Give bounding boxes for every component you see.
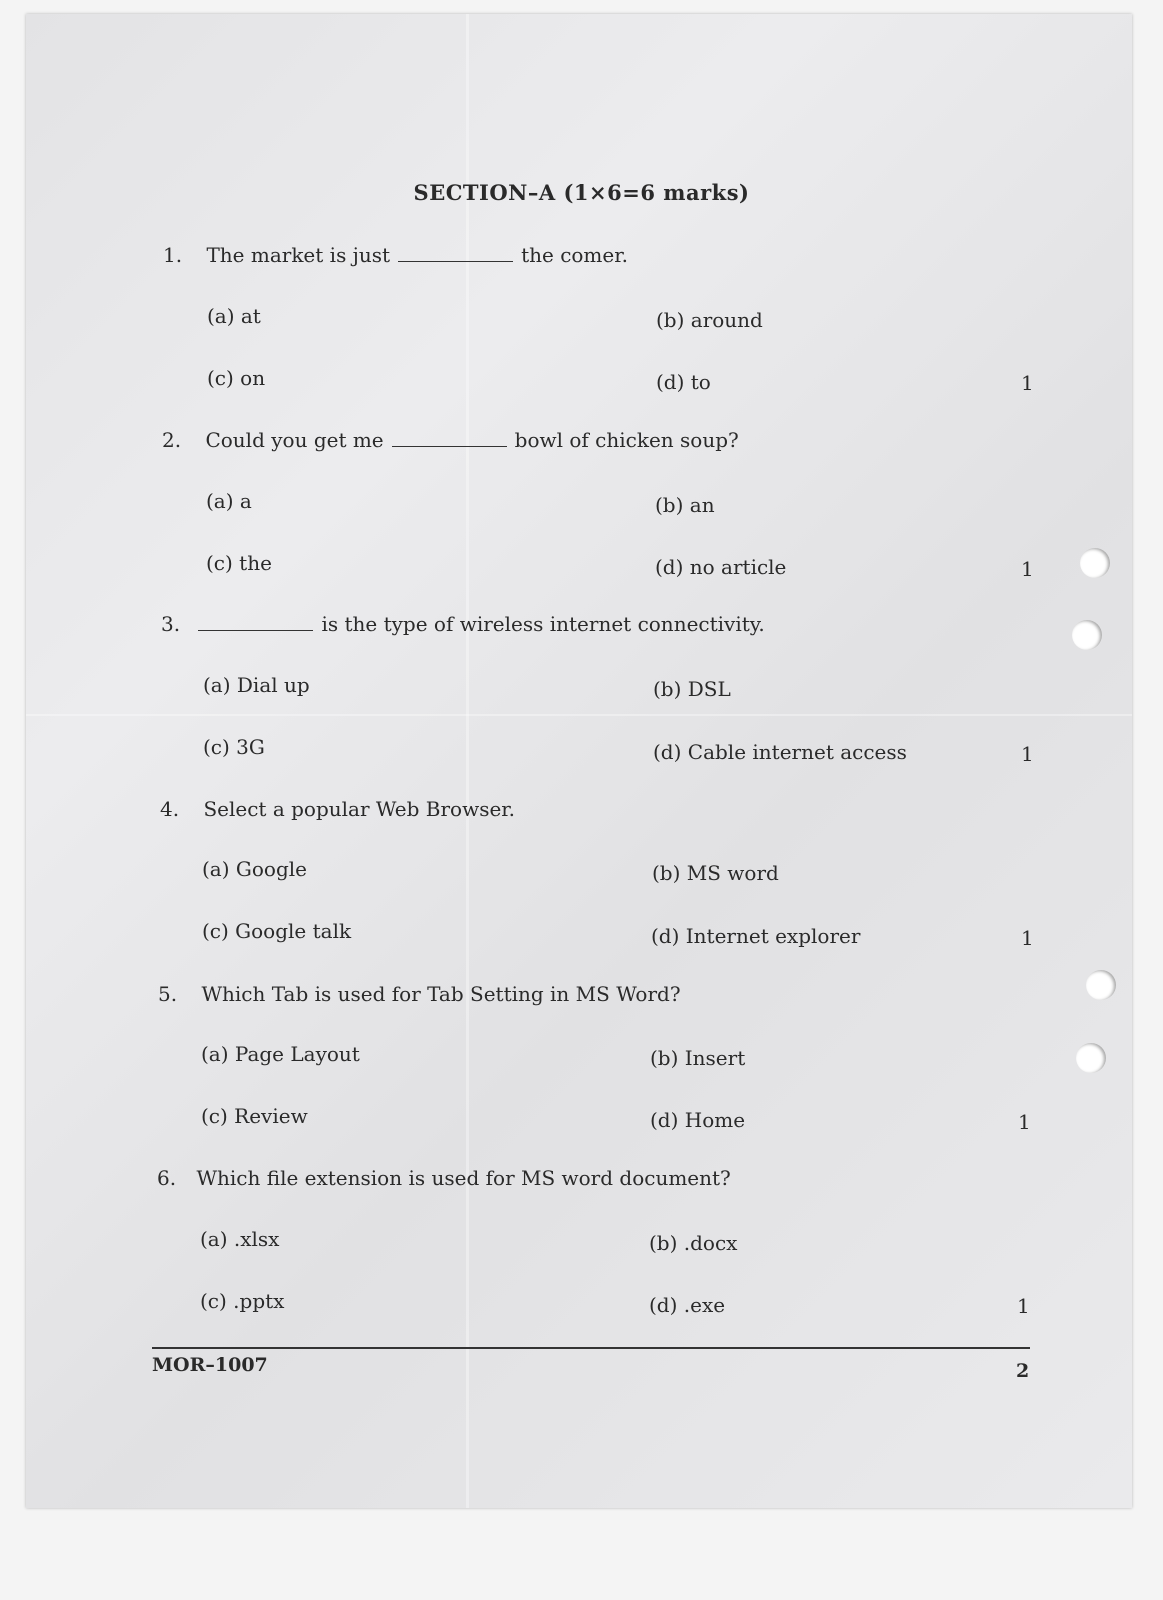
answer-blank [398,260,513,262]
question-number: 3. [161,612,181,636]
option-c: (c) 3G [203,735,265,759]
option-a: (a) Google [202,857,307,881]
option-b: (b) an [655,493,715,517]
option-a: (a) at [207,304,261,328]
option-b: (b) DSL [653,677,731,701]
punch-hole [1072,620,1102,650]
section-title: SECTION–A (1×6=6 marks) [413,180,750,205]
option-c: (c) Review [201,1104,308,1128]
question-text: Select a popular Web Browser. [203,797,516,821]
question-text-after: bowl of chicken soup? [514,428,739,452]
footer-code: MOR–1007 [152,1354,268,1376]
option-c: (c) on [207,366,266,390]
option-d: (d) Cable internet access [653,740,907,764]
marks: 1 [1017,1294,1030,1318]
question-text: Which Tab is used for Tab Setting in MS Word? [201,982,681,1006]
option-d: (d) Home [650,1108,746,1132]
option-b: (b) .docx [649,1231,738,1255]
option-a: (a) Dial up [203,673,310,697]
option-d: (d) to [656,370,711,394]
option-c: (c) Google talk [202,919,352,943]
marks: 1 [1021,926,1034,950]
punch-hole [1080,548,1110,578]
punch-hole [1076,1043,1106,1073]
option-c: (c) the [206,551,272,575]
question-number: 1. [163,243,183,267]
option-b: (b) MS word [652,861,779,885]
option-d: (d) Internet explorer [651,924,861,948]
question-text-after: is the type of wireless internet connectivity. [321,612,765,636]
question-text: Could you get me [205,428,384,452]
option-b: (b) around [656,308,763,332]
answer-blank [198,629,313,631]
option-a: (a) a [206,489,252,513]
punch-hole [1086,970,1116,1000]
question-number: 4. [160,797,180,821]
question-text: Which file extension is used for MS word document? [196,1166,731,1190]
question-text: The market is just [206,243,391,267]
marks: 1 [1021,371,1034,395]
marks: 1 [1021,557,1034,581]
question-number: 6. [157,1166,177,1190]
page-number: 2 [1016,1360,1030,1382]
option-a: (a) Page Layout [201,1042,360,1066]
option-a: (a) .xlsx [200,1227,280,1251]
question-number: 5. [158,982,178,1006]
question-number: 2. [162,428,182,452]
marks: 1 [1021,742,1034,766]
footer-divider [152,1347,1030,1349]
answer-blank [392,445,507,447]
paper-sheet [26,14,1132,1508]
option-d: (d) no article [655,555,787,579]
option-b: (b) Insert [650,1046,746,1070]
option-d: (d) .exe [649,1293,726,1317]
option-c: (c) .pptx [200,1289,285,1313]
marks: 1 [1018,1110,1031,1134]
question-text-after: the comer. [521,243,628,267]
